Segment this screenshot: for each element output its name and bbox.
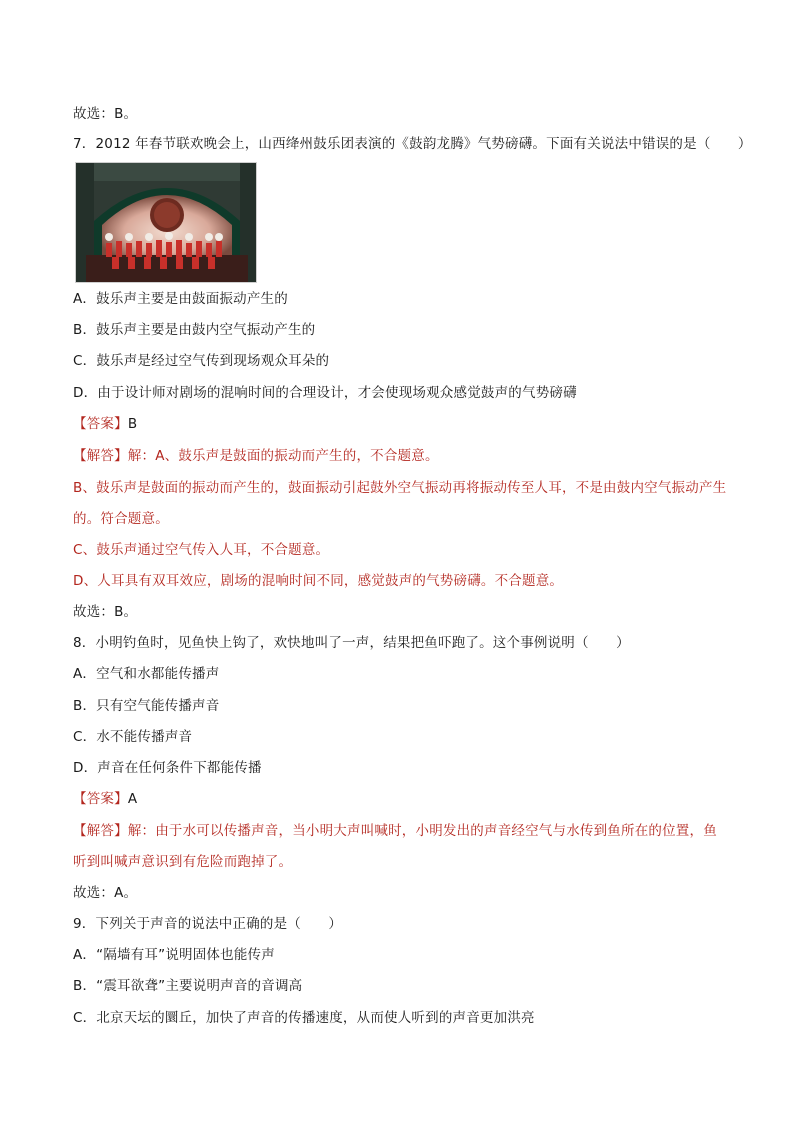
q7-analysis-first [73, 446, 439, 466]
q7-analysis-tag: 【解答】 [73, 448, 128, 464]
q8-answer [73, 789, 137, 809]
q7-final: 故选：B。 [73, 604, 138, 620]
q7-stem: 7．2012 年春节联欢晚会上，山西绛州鼓乐团表演的《鼓韵龙腾》气势磅礴。下面有关说法中错误的是（ ） [73, 136, 752, 152]
q7-option-c: C．鼓乐声是经过空气传到现场观众耳朵的 [73, 353, 330, 369]
q7-option-d: D．由于设计师对剧场的混响时间的合理设计，才会使现场观众感觉鼓声的气势磅礴 [73, 385, 577, 401]
q8-answer-value: A [127, 791, 138, 807]
q7-analysis-first-text: 解：A、鼓乐声是鼓面的振动而产生的，不合题意。 [127, 448, 439, 464]
q8-option-d: D．声音在任何条件下都能传播 [73, 760, 262, 776]
q7-answer-value: B [127, 416, 138, 432]
q9-stem: 9．下列关于声音的说法中正确的是（ ） [73, 916, 343, 932]
q9-option-c: C．北京天坛的圜丘，加快了声音的传播速度，从而使人听到的声音更加洪亮 [73, 1010, 535, 1026]
q8-analysis [73, 816, 729, 878]
q7-analysis-c: C、鼓乐声通过空气传入人耳，不合题意。 [73, 542, 330, 558]
q8-option-c: C．水不能传播声音 [73, 729, 193, 745]
q8-option-b: B．只有空气能传播声音 [73, 698, 220, 714]
q9-option-b: B．“震耳欲聋”主要说明声音的音调高 [73, 978, 303, 994]
q9-option-a: A．“隔墙有耳”说明固体也能传声 [73, 947, 275, 963]
q8-analysis-tag: 【解答】 [73, 823, 128, 839]
q8-option-a: A．空气和水都能传播声 [73, 666, 220, 682]
drum-stage-image [76, 163, 257, 283]
drum-performance-photo [75, 162, 257, 283]
q7-answer [73, 414, 137, 434]
q8-analysis-text: 解：由于水可以传播声音，当小明大声叫喊时，小明发出的声音经空气与水传到鱼所在的位置，鱼听到叫喊声意识到有危险而跑掉了。 [73, 823, 717, 870]
q6-final: 故选：B。 [73, 106, 138, 122]
q7-analysis-b: B、鼓乐声是鼓面的振动而产生的，鼓面振动引起鼓外空气振动再将振动传至人耳，不是由鼓内空气振动产生的。符合题意。 [73, 480, 727, 527]
q8-stem: 8．小明钓鱼时，见鱼快上钩了，欢快地叫了一声，结果把鱼吓跑了。这个事例说明（ ） [73, 635, 630, 651]
q7-answer-tag: 【答案】 [73, 416, 128, 432]
q7-analysis-d: D、人耳具有双耳效应，剧场的混响时间不同，感觉鼓声的气势磅礴。不合题意。 [73, 573, 564, 589]
q8-final: 故选：A。 [73, 885, 138, 901]
q7-option-b: B．鼓乐声主要是由鼓内空气振动产生的 [73, 322, 316, 338]
q7-option-a: A．鼓乐声主要是由鼓面振动产生的 [73, 291, 288, 307]
q8-answer-tag: 【答案】 [73, 791, 128, 807]
